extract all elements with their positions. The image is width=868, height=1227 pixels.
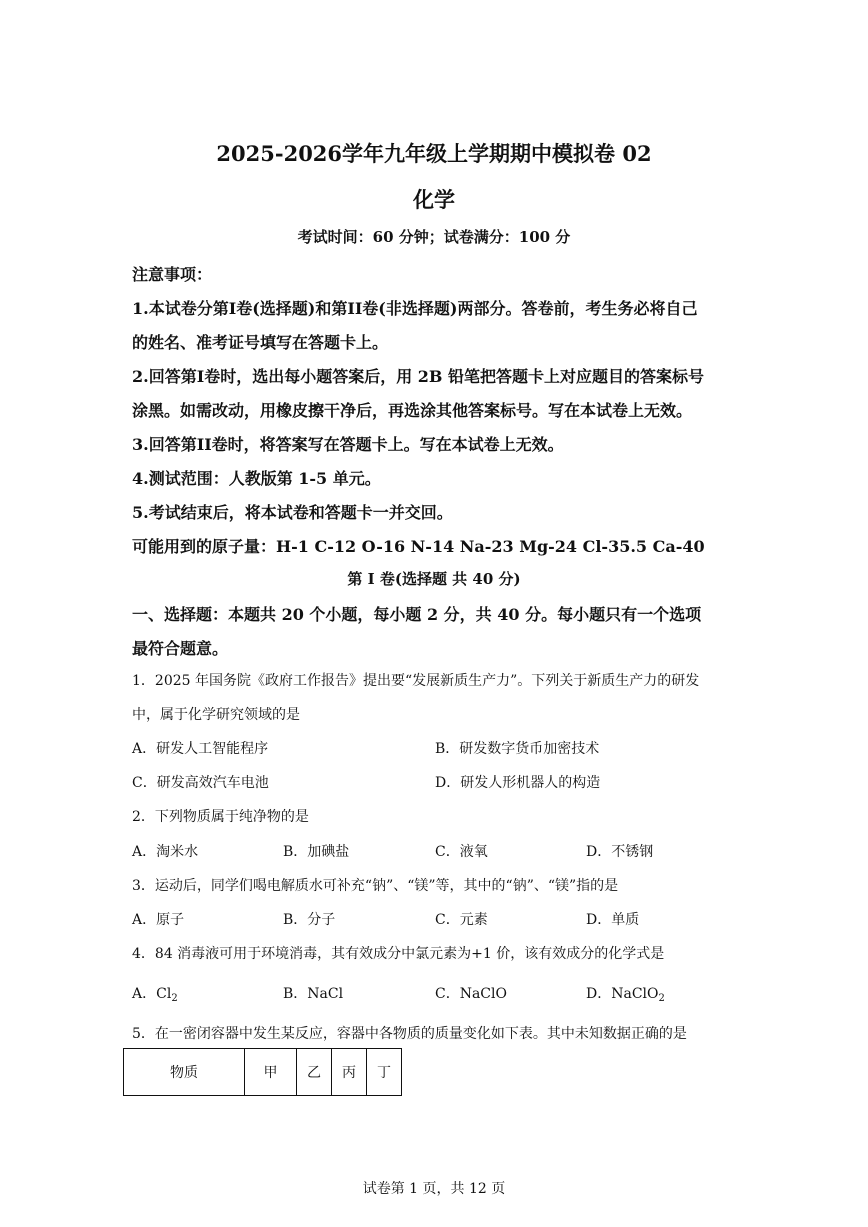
q3-option-c: C．元素 — [435, 912, 488, 928]
table-header-cell: 丁 — [367, 1049, 402, 1096]
q4-option-a-label: A． — [132, 986, 157, 1002]
q4-option-d-formula: NaClO — [611, 986, 659, 1002]
q1-option-a: A．研发人工智能程序 — [132, 741, 269, 757]
q4-option-d-label: D． — [586, 986, 612, 1002]
q1-stem-a: 1．2025 年国务院《政府工作报告》提出要“发展新质生产力”。下列关于新质生产力的研发 — [132, 673, 700, 689]
q4-option-b: B．NaCl — [283, 986, 344, 1002]
table-header-cell: 丙 — [332, 1049, 367, 1096]
part1-heading-b: 最符合题意。 — [132, 639, 229, 658]
notes-heading: 注意事项： — [132, 265, 213, 284]
page-footer: 试卷第 1 页，共 12 页 — [362, 1181, 506, 1197]
subject-title: 化学 — [413, 187, 455, 212]
note-1a: 1.本试卷分第I卷(选择题)和第II卷(非选择题)两部分。答卷前，考生务必将自己 — [132, 299, 698, 318]
atomic-masses: 可能用到的原子量：H-1 C-12 O-16 N-14 Na-23 Mg-24 Cl-35.5 Ca-40 — [132, 537, 705, 556]
q2-option-c: C．液氧 — [435, 844, 488, 860]
q1-option-b: B．研发数字货币加密技术 — [435, 741, 600, 757]
q3-option-b: B．分子 — [283, 912, 336, 928]
q1-option-d: D．研发人形机器人的构造 — [435, 775, 601, 791]
q2-option-b: B．加碘盐 — [283, 844, 350, 860]
note-2b: 涂黑。如需改动，用橡皮擦干净后，再选涂其他答案标号。写在本试卷上无效。 — [132, 401, 693, 420]
q4-option-c: C．NaClO — [435, 986, 507, 1002]
q4-option-d — [586, 983, 665, 1004]
q4-stem: 4．84 消毒液可用于环境消毒，其有效成分中氯元素为+1 价，该有效成分的化学式是 — [132, 946, 665, 962]
note-3: 3.回答第II卷时，将答案写在答题卡上。写在本试卷上无效。 — [132, 435, 564, 454]
exam-info: 考试时间：60 分钟；试卷满分：100 分 — [297, 228, 571, 246]
exam-title: 2025-2026学年九年级上学期期中模拟卷 02 — [216, 141, 652, 166]
q4-option-a-formula: Cl — [156, 986, 172, 1002]
q3-option-d: D．单质 — [586, 912, 640, 928]
q4-option-a-subscript: 2 — [171, 993, 178, 1004]
q2-option-d: D．不锈钢 — [586, 844, 654, 860]
note-1b: 的姓名、准考证号填写在答题卡上。 — [132, 333, 389, 352]
q1-stem-b: 中，属于化学研究领域的是 — [132, 707, 300, 723]
note-5: 5.考试结束后，将本试卷和答题卡一并交回。 — [132, 503, 453, 522]
note-4: 4.测试范围：人教版第 1-5 单元。 — [132, 469, 381, 488]
part1-heading-a: 一、选择题：本题共 20 个小题，每小题 2 分，共 40 分。每小题只有一个选项 — [132, 605, 702, 624]
volume-heading: 第 I 卷(选择题 共 40 分) — [347, 570, 521, 588]
q2-stem: 2．下列物质属于纯净物的是 — [132, 809, 309, 825]
q5-table-header-row — [124, 1049, 402, 1096]
q4-option-d-subscript: 2 — [658, 993, 665, 1004]
q1-option-c: C．研发高效汽车电池 — [132, 775, 269, 791]
table-header-cell: 甲 — [245, 1049, 297, 1096]
q2-option-a: A．淘米水 — [132, 844, 199, 860]
q4-option-a — [132, 983, 178, 1004]
q3-stem: 3．运动后，同学们喝电解质水可补充“钠”、“镁”等，其中的“钠”、“镁”指的是 — [132, 878, 619, 894]
table-header-cell: 乙 — [297, 1049, 332, 1096]
table-header-cell: 物质 — [124, 1049, 245, 1096]
q5-stem: 5．在一密闭容器中发生某反应，容器中各物质的质量变化如下表。其中未知数据正确的是 — [132, 1026, 687, 1042]
q5-table — [123, 1048, 402, 1096]
note-2a: 2.回答第I卷时，选出每小题答案后，用 2B 铅笔把答题卡上对应题目的答案标号 — [132, 367, 704, 386]
q3-option-a: A．原子 — [132, 912, 185, 928]
